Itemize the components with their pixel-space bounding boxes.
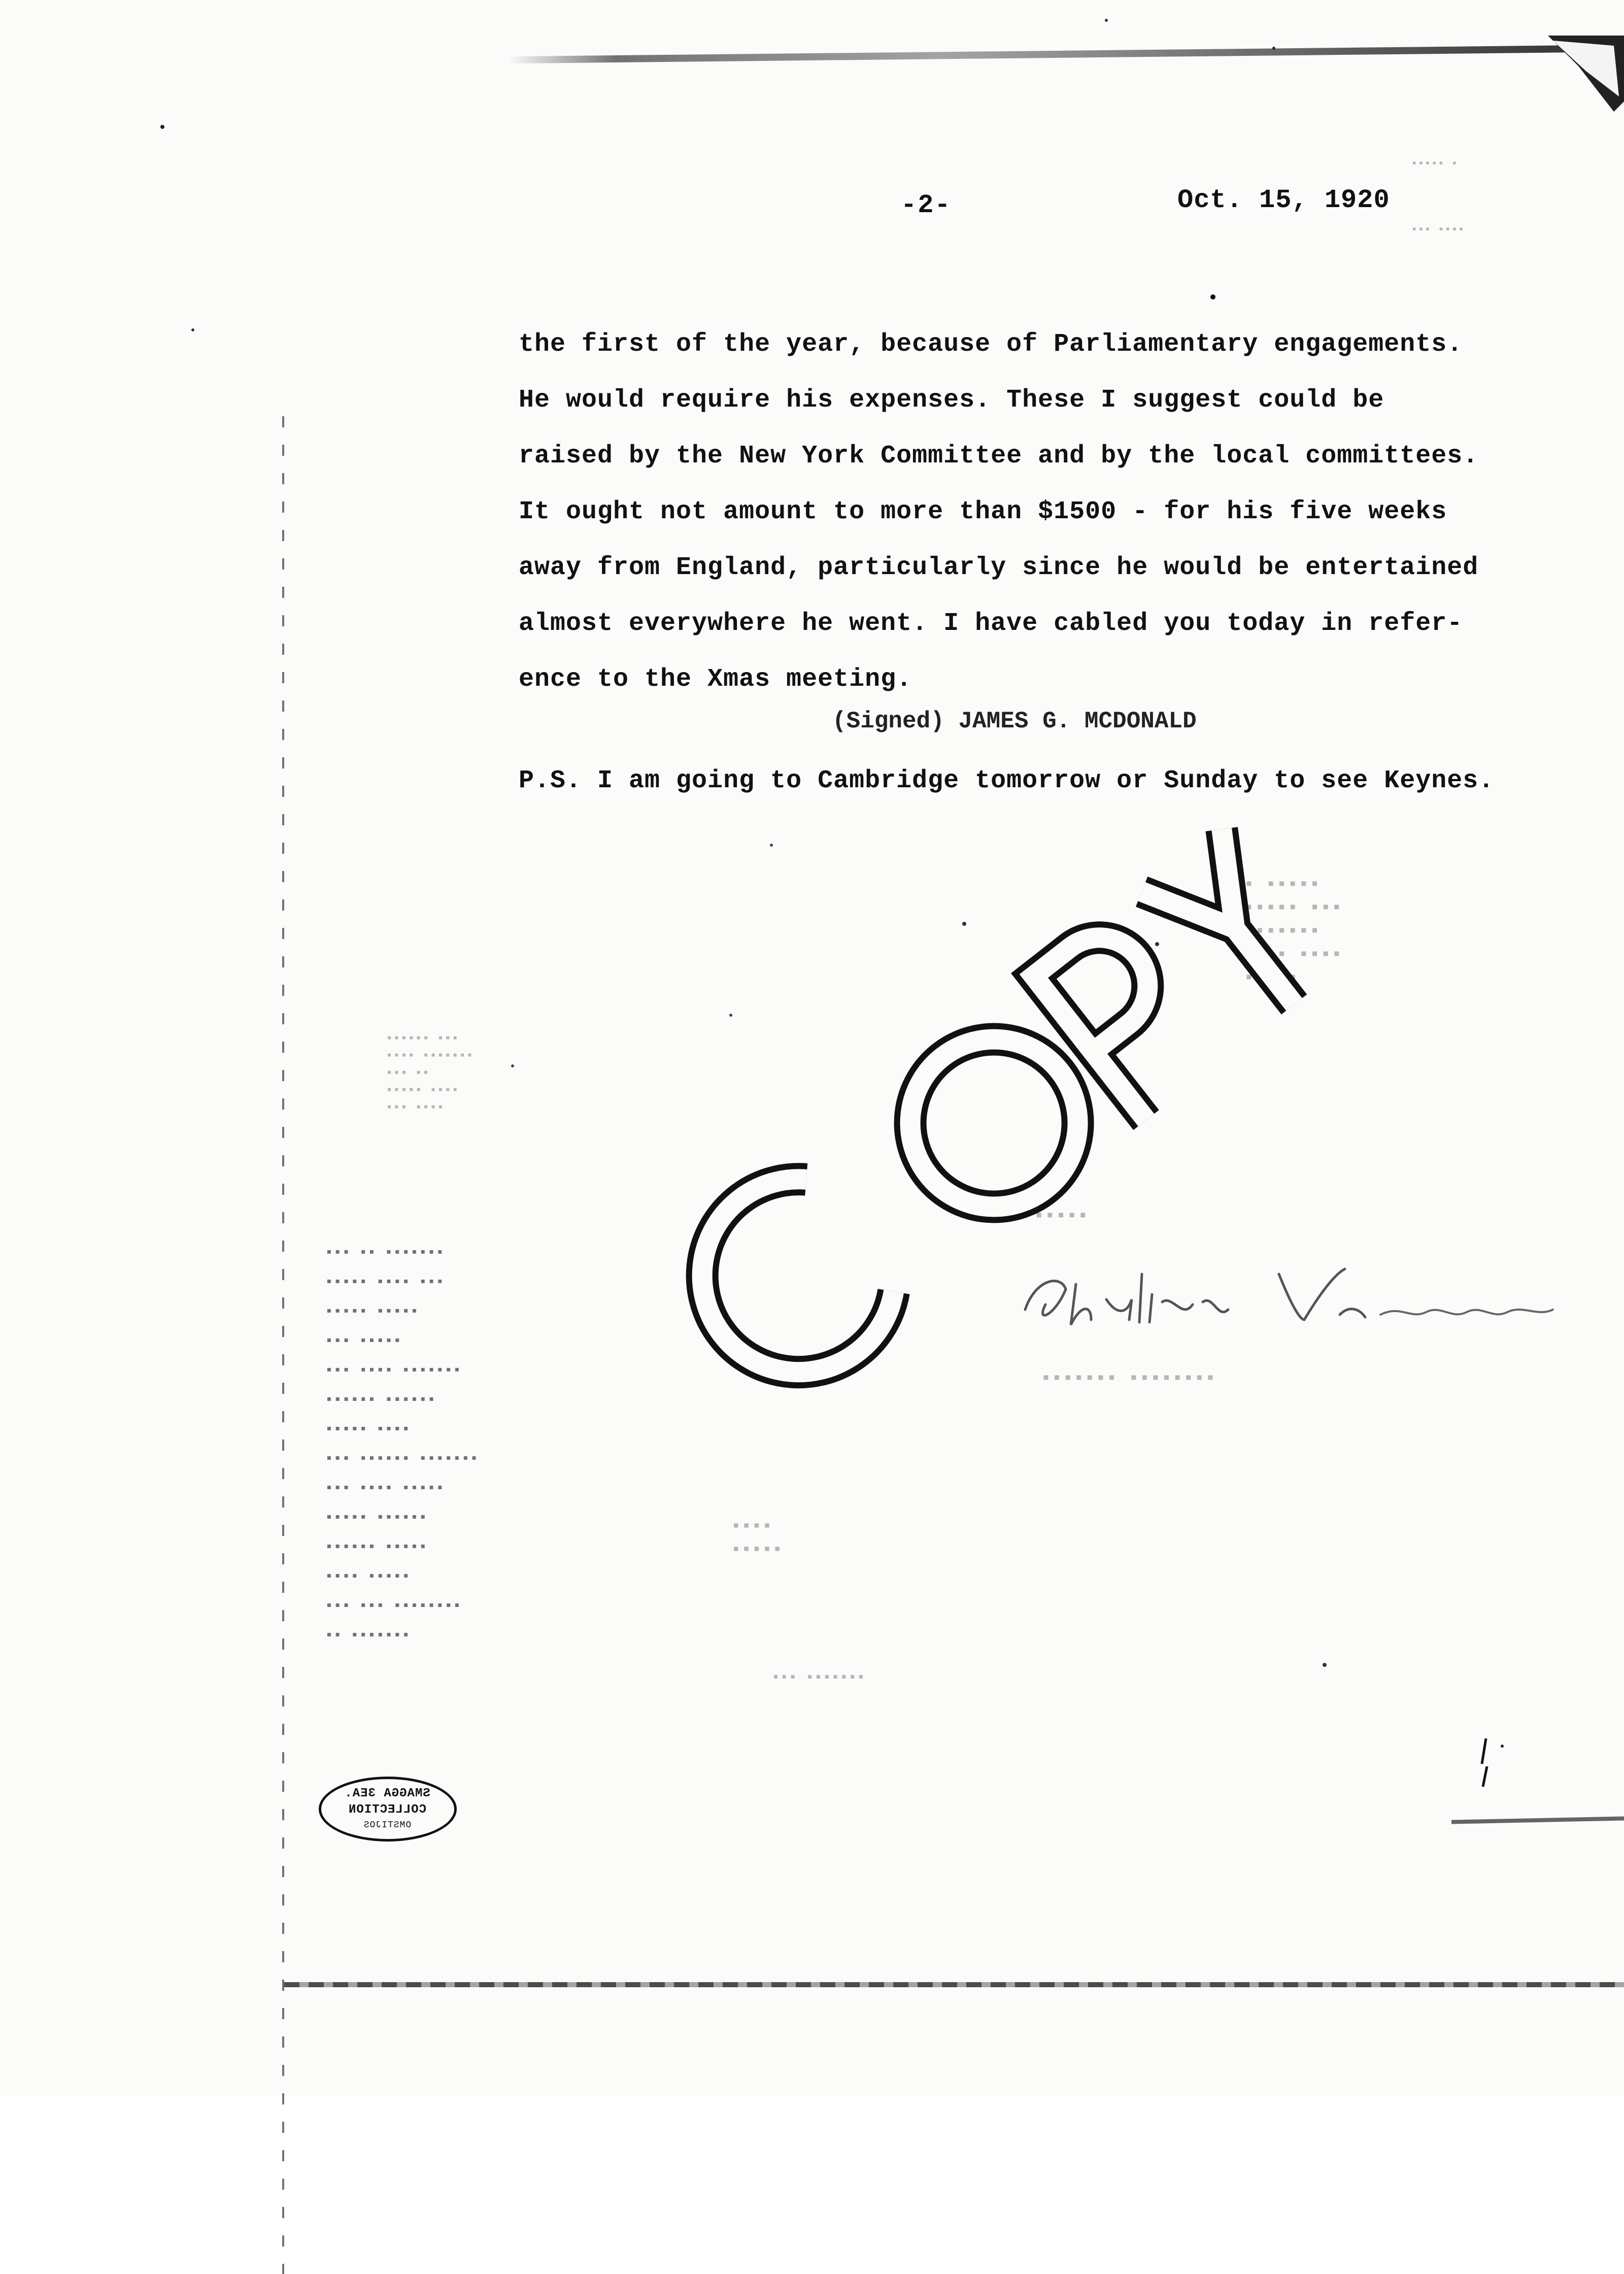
bleed-through-text: ▪▪▪▪ ▪▪▪▪▪ xyxy=(731,1517,783,1560)
bleed-through-list: ▪▪▪▪▪▪ ▪▪▪ ▪▪▪▪ ▪▪▪▪▪▪▪ ▪▪▪ ▪▪ ▪▪▪▪▪ ▪▪▪▪ ▪▪▪ ▪▪▪▪ xyxy=(386,1032,473,1115)
letter-line: away from England, particularly since he would be entertained xyxy=(519,553,1479,582)
stamp-text: COLLECTION xyxy=(348,1803,427,1817)
bleed-through-text: ▪▪▪▪▪▪▪ ▪▪▪▪▪▪▪▪ xyxy=(1040,1368,1216,1389)
page-number: -2- xyxy=(901,190,952,220)
letter-line: raised by the New York Committee and by the local committees. xyxy=(519,442,1479,471)
bleed-through-committee-list: ▪▪▪ ▪▪ ▪▪▪▪▪▪▪ ▪▪▪▪▪ ▪▪▪▪ ▪▪▪ ▪▪▪▪▪ ▪▪▪▪▪ ▪▪▪ ▪▪▪▪▪ ▪▪▪ ▪▪▪▪ ▪▪▪▪▪▪▪ ▪▪▪▪▪▪ ▪▪▪▪▪▪ ▪▪▪▪▪ ▪▪▪▪ ▪▪▪ ▪▪▪▪▪▪ ▪▪▪▪▪▪▪ ▪▪▪ ▪▪▪▪ ▪▪▪▪▪ ▪▪▪▪▪ ▪▪▪▪▪▪ ▪▪▪▪▪▪ ▪▪▪▪▪ ▪▪▪▪ ▪▪▪▪▪ ▪▪▪ ▪▪▪ ▪▪▪▪▪▪▪▪ ▪▪ ▪▪▪▪▪▪▪ xyxy=(325,1245,479,1644)
bleed-through-text: ▪▪▪ ▪▪▪▪▪ xyxy=(990,1206,1089,1226)
letter-line: It ought not amount to more than $1500 - for his five weeks xyxy=(519,497,1447,526)
letter-line: almost everywhere he went. I have cabled you today in refer- xyxy=(519,609,1463,638)
bleed-through-text: ▪▪▪ ▪▪▪▪ xyxy=(1411,223,1465,236)
postscript: P.S. I am going to Cambridge tomorrow or Sunday to see Keynes. xyxy=(519,766,1495,795)
letter-line: He would require his expenses. These I suggest could be xyxy=(519,386,1384,415)
bleed-through-text: ▪▪▪ ▪▪▪▪▪▪▪ xyxy=(771,1670,865,1686)
bleed-through-text: ▪▪▪▪▪ ▪ xyxy=(1411,157,1458,170)
bleed-through-text: ▪ ▪▪▪▪▪ ▪▪▪▪▪ ▪▪▪ ▪▪▪▪▪▪▪ ▪▪▪▪ ▪▪▪▪ ▪▪▪▪▪ xyxy=(1243,874,1342,988)
library-collection-stamp xyxy=(319,1777,456,1853)
copy-stamp xyxy=(573,599,1436,1411)
letter-line: the first of the year, because of Parliamentary engagements. xyxy=(519,330,1463,359)
typed-signature: (Signed) JAMES G. MCDONALD xyxy=(832,708,1197,734)
stamp-text: OMSTIJOS xyxy=(363,1820,412,1830)
letter-date: Oct. 15, 1920 xyxy=(1177,185,1390,215)
stamp-text: SMAGGA 3EA. xyxy=(344,1787,430,1800)
letter-line: ence to the Xmas meeting. xyxy=(519,665,912,694)
